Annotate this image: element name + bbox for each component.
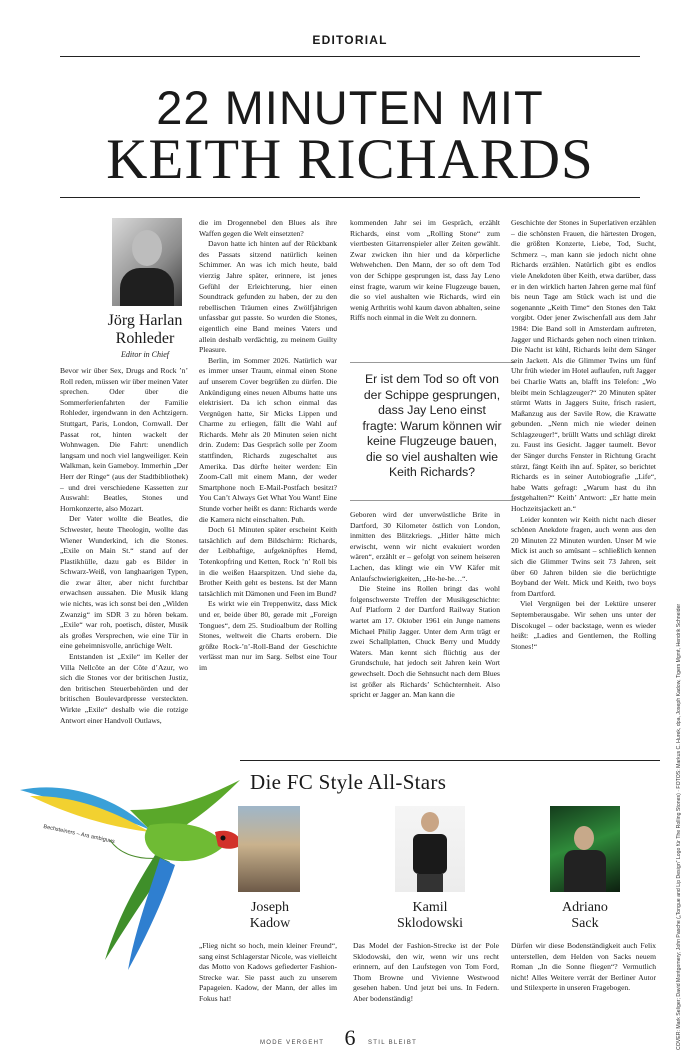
contributor-photo-sklodowski [395,806,465,892]
contributor-bio-kadow: „Flieg nicht so hoch, mein kleiner Freund“, sang einst Schlagerstar Nicole, was vielleicht das Motto von Kadows gefiederter Fashion-Strecke war. Sie passt auch zu unserem Papageien. Kadow, der Mann, der alles im Fokus hat! [199,941,337,1003]
paragraph: Bevor wir über Sex, Drugs and Rock ’n’ Roll reden, müssen wir über meinen Vater sprechen. Oder über die Sommerferienfahrten der Familie Rohleder, irgendwann in den Achtzigern. Stuttgart, Paris, London, Cornwall. Der Passat rot, hinten wackelt der Wohnwagen. Die Fahrt: unendlich langsam und noch viel langweiliger. Kein Walkman, kein Gameboy. Immerhin „Der Herr der Ringe“ (aus der Stadtbibliothek) – und drei verschiedene Kassetten zur Auswahl: Beatles, Stones und Hornkonzerte, also Mozart. [60,366,188,513]
footer-left-tagline: MODE VERGEHT [260,1040,325,1046]
headline-line2: KEITH RICHARDS [106,128,594,191]
allstars-heading: Die FC Style All-Stars [250,770,447,794]
paragraph: Leider konnten wir Keith nicht nach dieser schönen Anekdote fragen, auch wenn aus den 20 Minuten 22 Minuten wurden. Unser M wie Mick ist auch so amüsant – schließlich kennen sich die Glimmer Twins seit 73 Jahren, seit über 60 Jahren bilden sie die berüchtigte Boyband der Welt. Mick und Keith, two boys from Dartford. [511,514,656,598]
author-role: Editor in Chief [121,350,169,359]
contributor-name-sklodowski: Kamil Sklodowski [396,900,464,931]
author-portrait [112,218,182,306]
allstars-rule [240,760,660,761]
paragraph: Viel Vergnügen bei der Lektüre unserer Septemberausgabe. Wir sehen uns unter der Discokugel – oder backstage, wenn es wieder heißt: „Ladies and Gentlemen, the Rolling Stones!“ [511,599,656,651]
paragraph: die im Drogennebel den Blues als ihre Waffen gegen die Welt einsetzten? [199,218,337,238]
article-column-2 [199,218,337,674]
contributor-name-sack: Adriano Sack [562,900,608,931]
pull-quote: Er ist dem Tod so oft von der Schippe gesprungen, dass Jay Leno einst fragte: Warum können wir keine Flugzeuge bauen, die so viel aushalten wie Keith Richards? [362,372,502,479]
paragraph: Der Vater wollte die Beatles, die Schwester, heute Theologin, wollte das Wiener Wunderkind, ich die Stones. „Exile on Main St.“ stand auf der Plastikhülle, dazu gab es Bilder in Schwarz-Weiß, von langhaarigen Typen, die zwar älter, aber nicht furchtbar erwachsen aussahen. Die Musik klang wie nichts, was ich sonst bei den „Wilden Zwanzig“ im SDR 3 zu hören bekam. „Exile“ war roh, poetisch, düster, Musik als großes Versprechen, wie eine Tür in eine geheimnisvolle, anrüchige Welt. [60,514,188,651]
article-column-3-top [350,218,500,324]
paragraph: Davon hatte ich hinten auf der Rückbank des Passats sitzend natürlich keinen Schimmer. An was ich mich heute, bald vierzig Jahre später, erinnere, ist jenes Gefühl der Erleichterung, hier einen Soundtrack gefunden zu haben, der zu den rebellischen Träumen eines Zwölfjährigen unfassbar gut passte. So wurden die Stones, eigentlich eine Band meines Vaters und allein deshalb verdächtig, zu meinem Guilty Pleasure. [199,239,337,355]
contributor-bio-sklodowski: Das Model der Fashion-Strecke ist der Pole Sklodowski, den wir, wenn wir uns recht erinnern, auf den Laufstegen von Tom Ford, Thom Browne und Vivienne Westwood gesehen haben. Und jetzt bei uns. In Federn. Aber bodenständig! [353,941,499,1003]
author-name-first: Jörg Harlan [107,312,183,329]
article-column-1 [60,366,188,726]
contributor-photo-kadow [238,806,300,892]
paragraph: kommenden Jahr sei im Gespräch, erzählt Richards, einst vom „Rolling Stone“ zum viertbesten Gitarrenspieler aller Zeiten gewählt. Zwar zwicken ihn hier und da körperliche Wehwehchen. Den Mann, der so oft dem Tod von der Schippe gesprungen ist, dass Jay Leno einst fragte, warum wir keine Flugzeuge bauen, die so viel aushalten wie Richards, wird ein wenig Arthritis wohl kaum davon abhalten, seine Riffs noch einmal in die Welt zu donnern. [350,218,500,323]
photo-credit-vertical: COVER: Mark Seliger; David Montgomery; John Pasche („Tongue and Lip Design“ Logo für The Rolling Stones) · FOTOS: Markus C. Hurek, dpa, Joseph Kadow, Tigers Mgmt, Hendrik Schneider [676,603,682,1050]
contributor-name-kadow: Joseph Kadow [249,900,291,931]
pull-quote-rule-bottom [350,500,515,501]
contributor-photo-sack [550,806,620,892]
article-column-3-bottom [350,510,500,701]
footer-right-tagline: STIL BLEIBT [368,1040,418,1046]
paragraph: Die Steine ins Rollen bringt das wohl folgenschwerste Treffen der Musikgeschichte: Auf Platform 2 der Dartford Railway Station wartet am 17. Oktober 1961 ein Junge namens Michael Philip Jagger. Unter dem Arm trägt er zwei Schallplatten, Chuck Berry und Muddy Waters. Man kennt sich flüchtig aus der Grundschule, hat jedoch seit Jahren kein Wort gewechselt. Doch die Sehnsucht nach dem Blues ist größer als Richards’ Schüchternheit. Also spricht er Jagger an. Man kann die [350,584,500,700]
paragraph: Entstanden ist „Exile“ im Keller der Villa Nellcôte an der Côte d’Azur, wo sich die Stones vor der britischen Justiz, den britischen Steuerbehörden und der britischen Boulevardpresse versteckten. Wirkte „Exile“ deshalb wie die rotzige Antwort einer Handvoll Outlaws, [60,652,188,725]
pull-quote-rule-top [350,362,515,363]
paragraph: Geschichte der Stones in Superlativen erzählen – die schönsten Frauen, die härtesten Drogen, die größten Konzerte, Liebe, Tod, Sucht, Schmerz –, man kann sie jedoch nicht ohne Richards erzählen. Natürlich gibt es endlos viele Anekdoten über Keith, etwa darüber, dass er in den wirklich harten Jahren gerne mal fünf bis neun Tage am Stück wach ist und die sogenannte „Keith Time“ den Stones den Takt vorgibt. Oder jener Zwischenfall aus dem Jahr 1984: Die Band soll in Amsterdam auftreten, Jagger und Richards gehen noch einen trinken. Die Nacht ist kühl, Richards leiht dem Sänger sein Jackett. Als die Glimmer Twins um fünf Uhr früh wieder im Hotel auflaufen, ruft Jagger bei Charlie Watts an, blafft ins Telefon: „Wo bleibt mein Schlagzeuger?“ 20 Minuten später stürmt Watts in Jaggers Suite, frisch rasiert, Maßanzug aus der Savile Row, die Krawatte gebunden. „Nenn mich nie wieder deinen Schlagzeuger!“, brüllt Watts und schlägt direkt zu. Faust ins Gesicht. Jagger taumelt. Bevor der Sänger durchs Fenster in Richtung Gracht stürzt, fängt Keith ihn auf. Später, so berichtet Richards es in seiner Autobiografie „Life“, habe Watts gefragt: „Warum hast du ihn festgehalten?“ Keith’ Antwort: „Er hatte mein Hochzeitsjackett an.“ [511,218,656,514]
headline-line1: 22 MINUTEN MIT [156,81,544,134]
paragraph: Berlin, im Sommer 2026. Natürlich war es immer unser Traum, einmal einen Stone auf unserem Cover begrüßen zu dürfen. Die Ankündigung eines neuen Albums hatte uns elektrisiert. Da ich schon einmal das Vergnügen hatte, Sir Micks Lippen und Charme zu erliegen, fällt die Wahl auf Richards. Mehr als 20 Minuten seien nicht drin. Zudem: Das Gespräch solle per Zoom stattfinden, Richards zugeschaltet aus Amerika. Das dürfte heiter werden: Ein Zoom-Call mit einem Mann, der weder Smartphone noch E-Mail-Postfach besitzt? You Can’t Always Get What You Want! Eine Stunde vorher heißt es dann: Richards werde die Kamera nicht einschalten. Puh. [199,355,337,524]
section-label: EDITORIAL [312,33,388,47]
paragraph: Geboren wird der unverwüstliche Brite in Dartford, 30 Kilometer östlich von London, inmitten des Blitzkriegs. „Hitler hätte mich erwischt, wenn wir nicht evakuiert worden wären“, erzählt er – gefolgt von seinem heiseren Lachen, das klingt wie ein VW Käfer mit Anlaufschwierigkeiten, „He-he-he…“. [350,510,500,583]
paragraph: Es wirkt wie ein Treppenwitz, dass Mick und er, beide über 80, gerade mit „Foreign Tongues“, dem 25. Studioalbum der Rolling Stones, weltweit die Charts erobern. Die größte Rock-’n’-Roll-Band der Geschichte verlässt man nur im Sarg. Selbst eine Tour im [199,599,337,672]
header-rule-top [60,56,640,57]
author-name-last: Rohleder [115,330,175,347]
header-rule-bottom [60,197,640,198]
paragraph: Doch 61 Minuten später erscheint Keith tatsächlich auf dem Bildschirm: Richards, der Leibhaftige, aufgeknöpftes Hemd, Totenkopfring und Ketten, Rock ’n’ Roll bis in die weißen Haarspitzen. Und siehe da, Brother Keith geht es bestens. Ist der Mann tatsächlich mit Dämonen und Feen im Bund? [199,525,337,598]
article-column-4 [511,218,656,652]
page-number: 6 [344,1025,356,1050]
contributor-bio-sack: Dürfen wir diese Bodenständigkeit auch Felix unterstellen, dem Helden von Sacks neuem Roman „In die Sonne fliegen“? Vermutlich nicht! Alles Weitere verrät der Berliner Autor und Stilexperte in unseren Fragebogen. [511,941,656,993]
parrot-caption: Bechsteiners – Ara ambiguus [42,824,116,845]
